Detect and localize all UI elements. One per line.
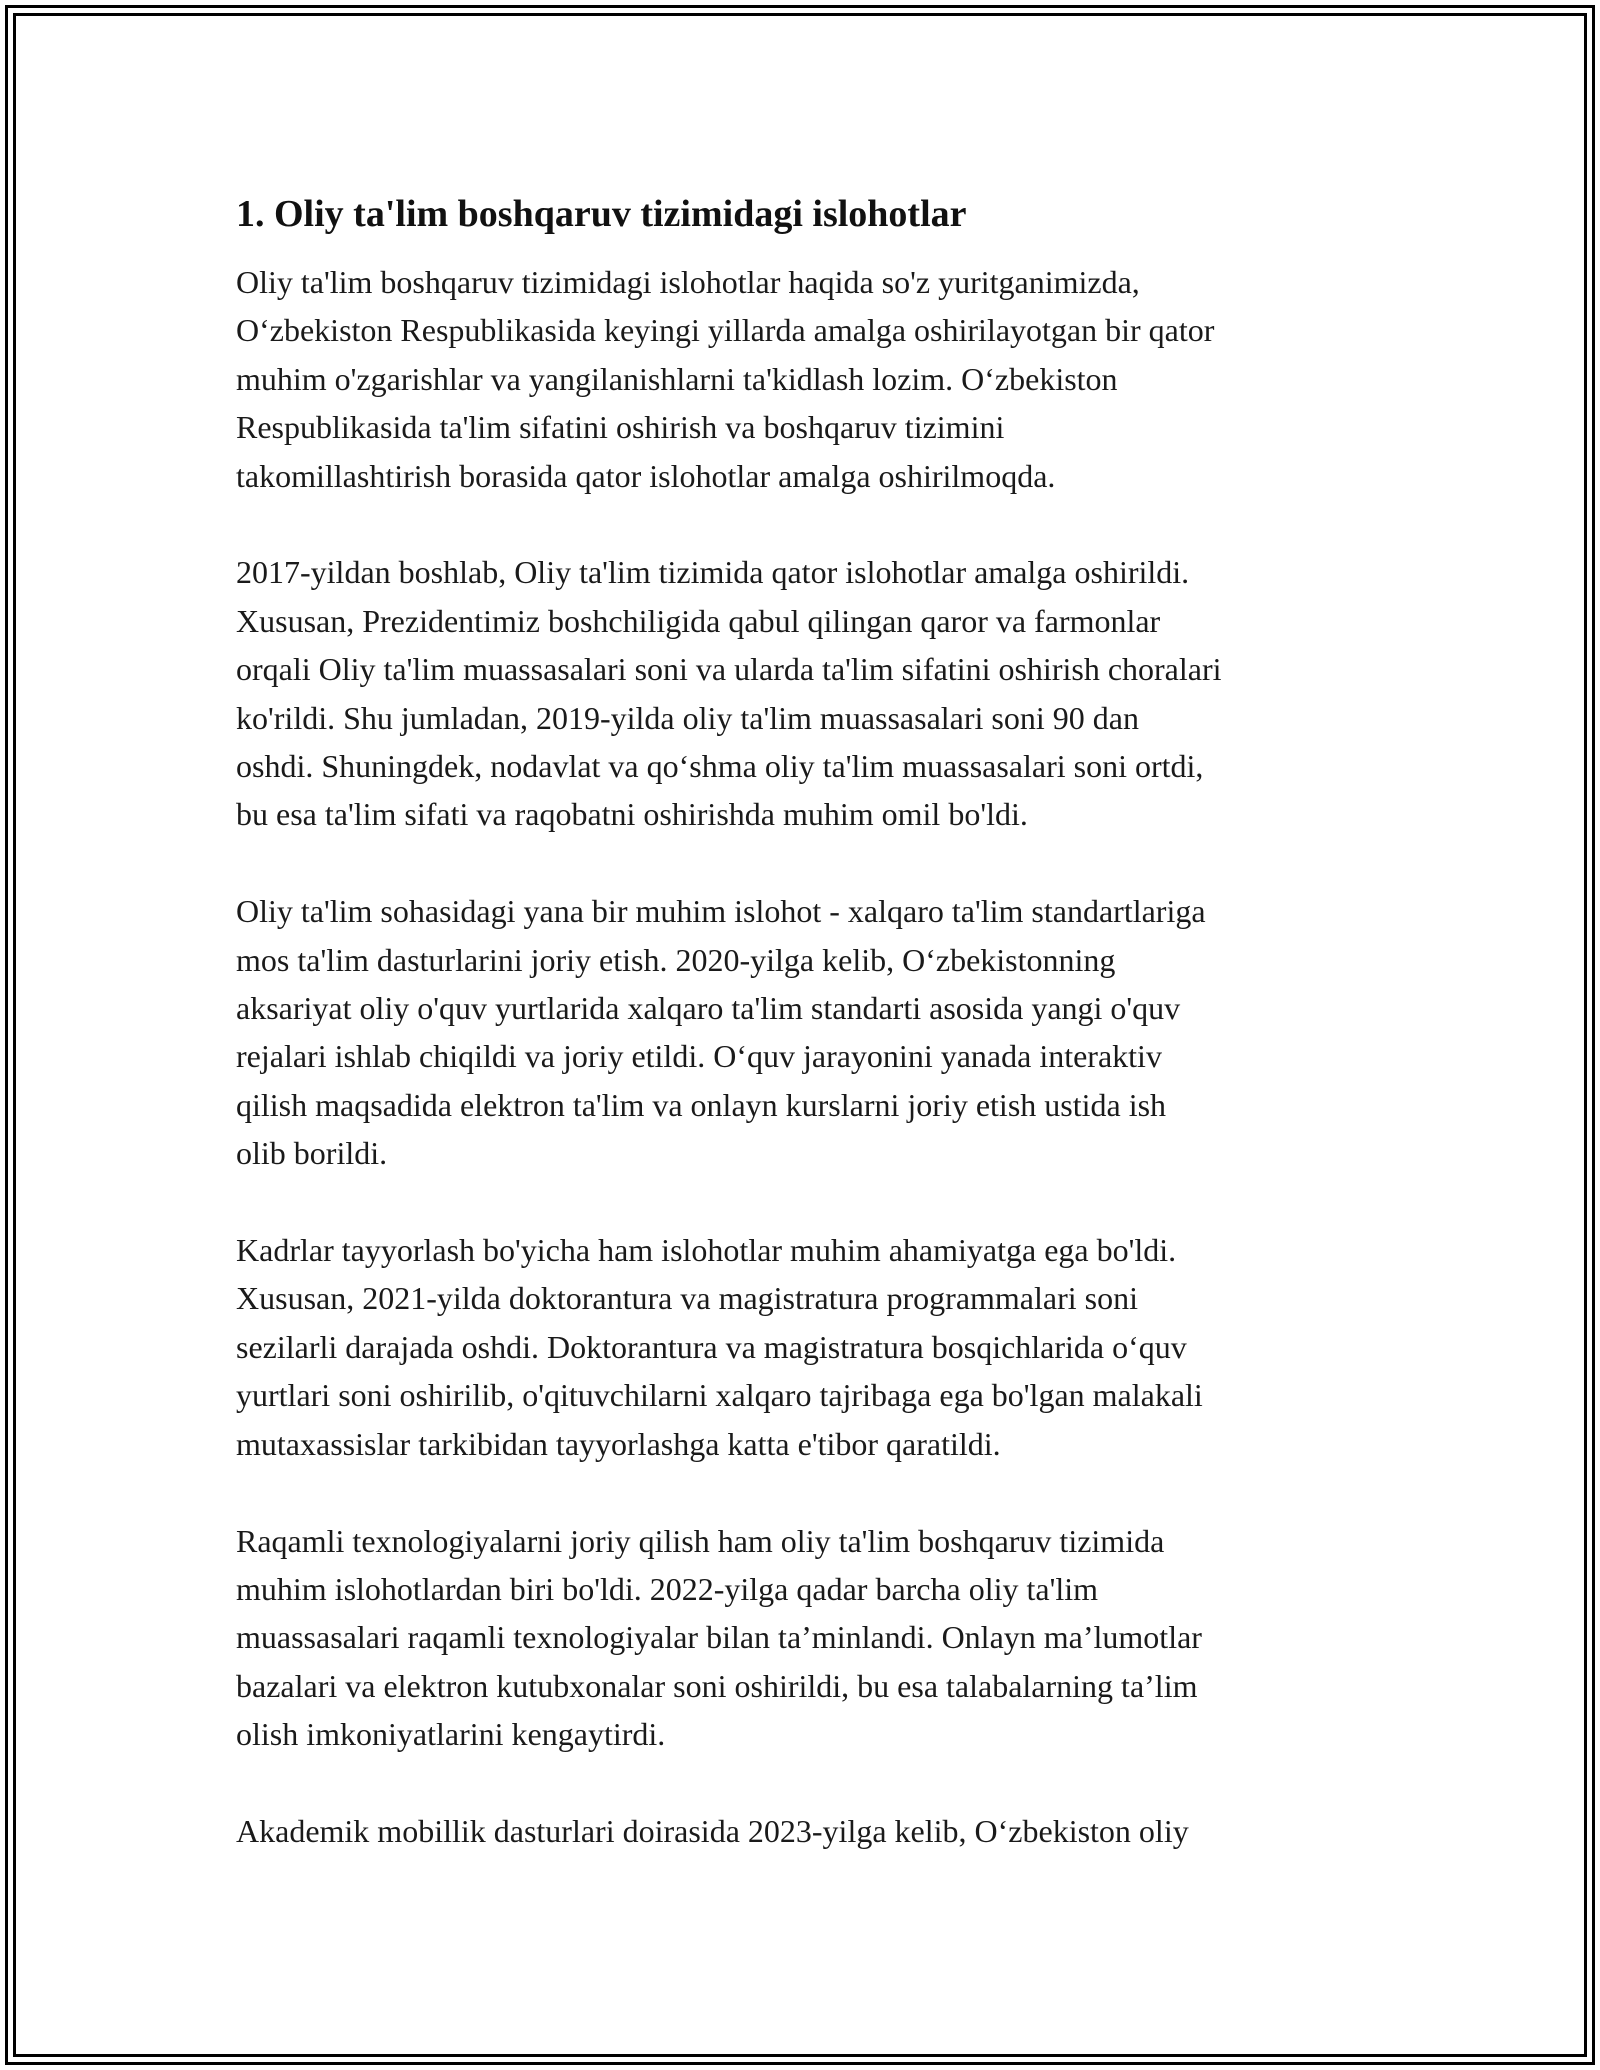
- text-line: orqali Oliy ta'lim muassasalari soni va ularda ta'lim sifatini oshirish choralari: [236, 651, 1222, 688]
- paragraph-4: [236, 1226, 1386, 1468]
- text-line: Oʻzbekiston Respublikasida keyingi yillarda amalga oshirilayotgan bir qator: [236, 312, 1215, 349]
- text-line: muassasalari raqamli texnologiyalar bilan taʼminlandi. Onlayn maʼlumotlar: [236, 1619, 1202, 1656]
- text-line: Respublikasida ta'lim sifatini oshirish va boshqaruv tizimini: [236, 409, 1005, 446]
- text-line: muhim o'zgarishlar va yangilanishlarni ta'kidlash lozim. Oʻzbekiston: [236, 360, 1118, 397]
- paragraph-1: [236, 258, 1386, 500]
- section-heading: 1. Oliy ta'lim boshqaruv tizimidagi islohotlar: [236, 193, 967, 235]
- text-line: Xususan, 2021-yilda doktorantura va magistratura programmalari soni: [236, 1280, 1138, 1317]
- text-line: 2017-yildan boshlab, Oliy ta'lim tizimida qator islohotlar amalga oshirildi.: [236, 554, 1190, 591]
- text-line: olish imkoniyatlarini kengaytirdi.: [236, 1716, 666, 1753]
- document-body: [236, 188, 1386, 1904]
- paragraph-6: [236, 1807, 1386, 1855]
- paragraph-3: [236, 887, 1386, 1177]
- text-line: Xususan, Prezidentimiz boshchiligida qabul qilingan qaror va farmonlar: [236, 602, 1161, 639]
- text-line: oshdi. Shuningdek, nodavlat va qoʻshma oliy ta'lim muassasalari soni ortdi,: [236, 748, 1204, 785]
- text-line: qilish maqsadida elektron ta'lim va onlayn kurslarni joriy etish ustida ish: [236, 1086, 1167, 1123]
- text-line: rejalari ishlab chiqildi va joriy etildi. Oʻquv jarayonini yanada interaktiv: [236, 1038, 1162, 1075]
- text-line: Akademik mobillik dasturlari doirasida 2023-yilga kelib, Oʻzbekiston oliy: [236, 1812, 1189, 1849]
- text-line: ko'rildi. Shu jumladan, 2019-yilda oliy ta'lim muassasalari soni 90 dan: [236, 699, 1139, 736]
- text-line: mos ta'lim dasturlarini joriy etish. 2020-yilga kelib, Oʻzbekistonning: [236, 941, 1116, 978]
- text-line: mutaxassislar tarkibidan tayyorlashga katta e'tibor qaratildi.: [236, 1425, 1001, 1462]
- paragraph-2: [236, 548, 1386, 838]
- text-line: Kadrlar tayyorlash bo'yicha ham islohotlar muhim ahamiyatga ega bo'ldi.: [236, 1232, 1177, 1269]
- text-line: muhim islohotlardan biri bo'ldi. 2022-yilga qadar barcha oliy ta'lim: [236, 1570, 1099, 1607]
- text-line: olib borildi.: [236, 1135, 388, 1172]
- text-line: bu esa ta'lim sifati va raqobatni oshirishda muhim omil bo'ldi.: [236, 796, 1028, 833]
- text-line: sezilarli darajada oshdi. Doktorantura va magistratura bosqichlarida oʻquv: [236, 1328, 1187, 1365]
- text-line: bazalari va elektron kutubxonalar soni oshirildi, bu esa talabalarning taʼlim: [236, 1667, 1198, 1704]
- text-line: Oliy ta'lim boshqaruv tizimidagi islohotlar haqida so'z yuritganimizda,: [236, 264, 1140, 300]
- text-line: Raqamli texnologiyalarni joriy qilish ham oliy ta'lim boshqaruv tizimida: [236, 1522, 1165, 1559]
- text-line: Oliy ta'lim sohasidagi yana bir muhim islohot - xalqaro ta'lim standartlariga: [236, 893, 1206, 930]
- text-line: takomillashtirish borasida qator islohotlar amalga oshirilmoqda.: [236, 457, 1056, 494]
- paragraph-5: [236, 1517, 1386, 1759]
- text-line: yurtlari soni oshirilib, o'qituvchilarni xalqaro tajribaga ega bo'lgan malakali: [236, 1377, 1203, 1414]
- text-line: aksariyat oliy o'quv yurtlarida xalqaro ta'lim standarti asosida yangi o'quv: [236, 990, 1181, 1027]
